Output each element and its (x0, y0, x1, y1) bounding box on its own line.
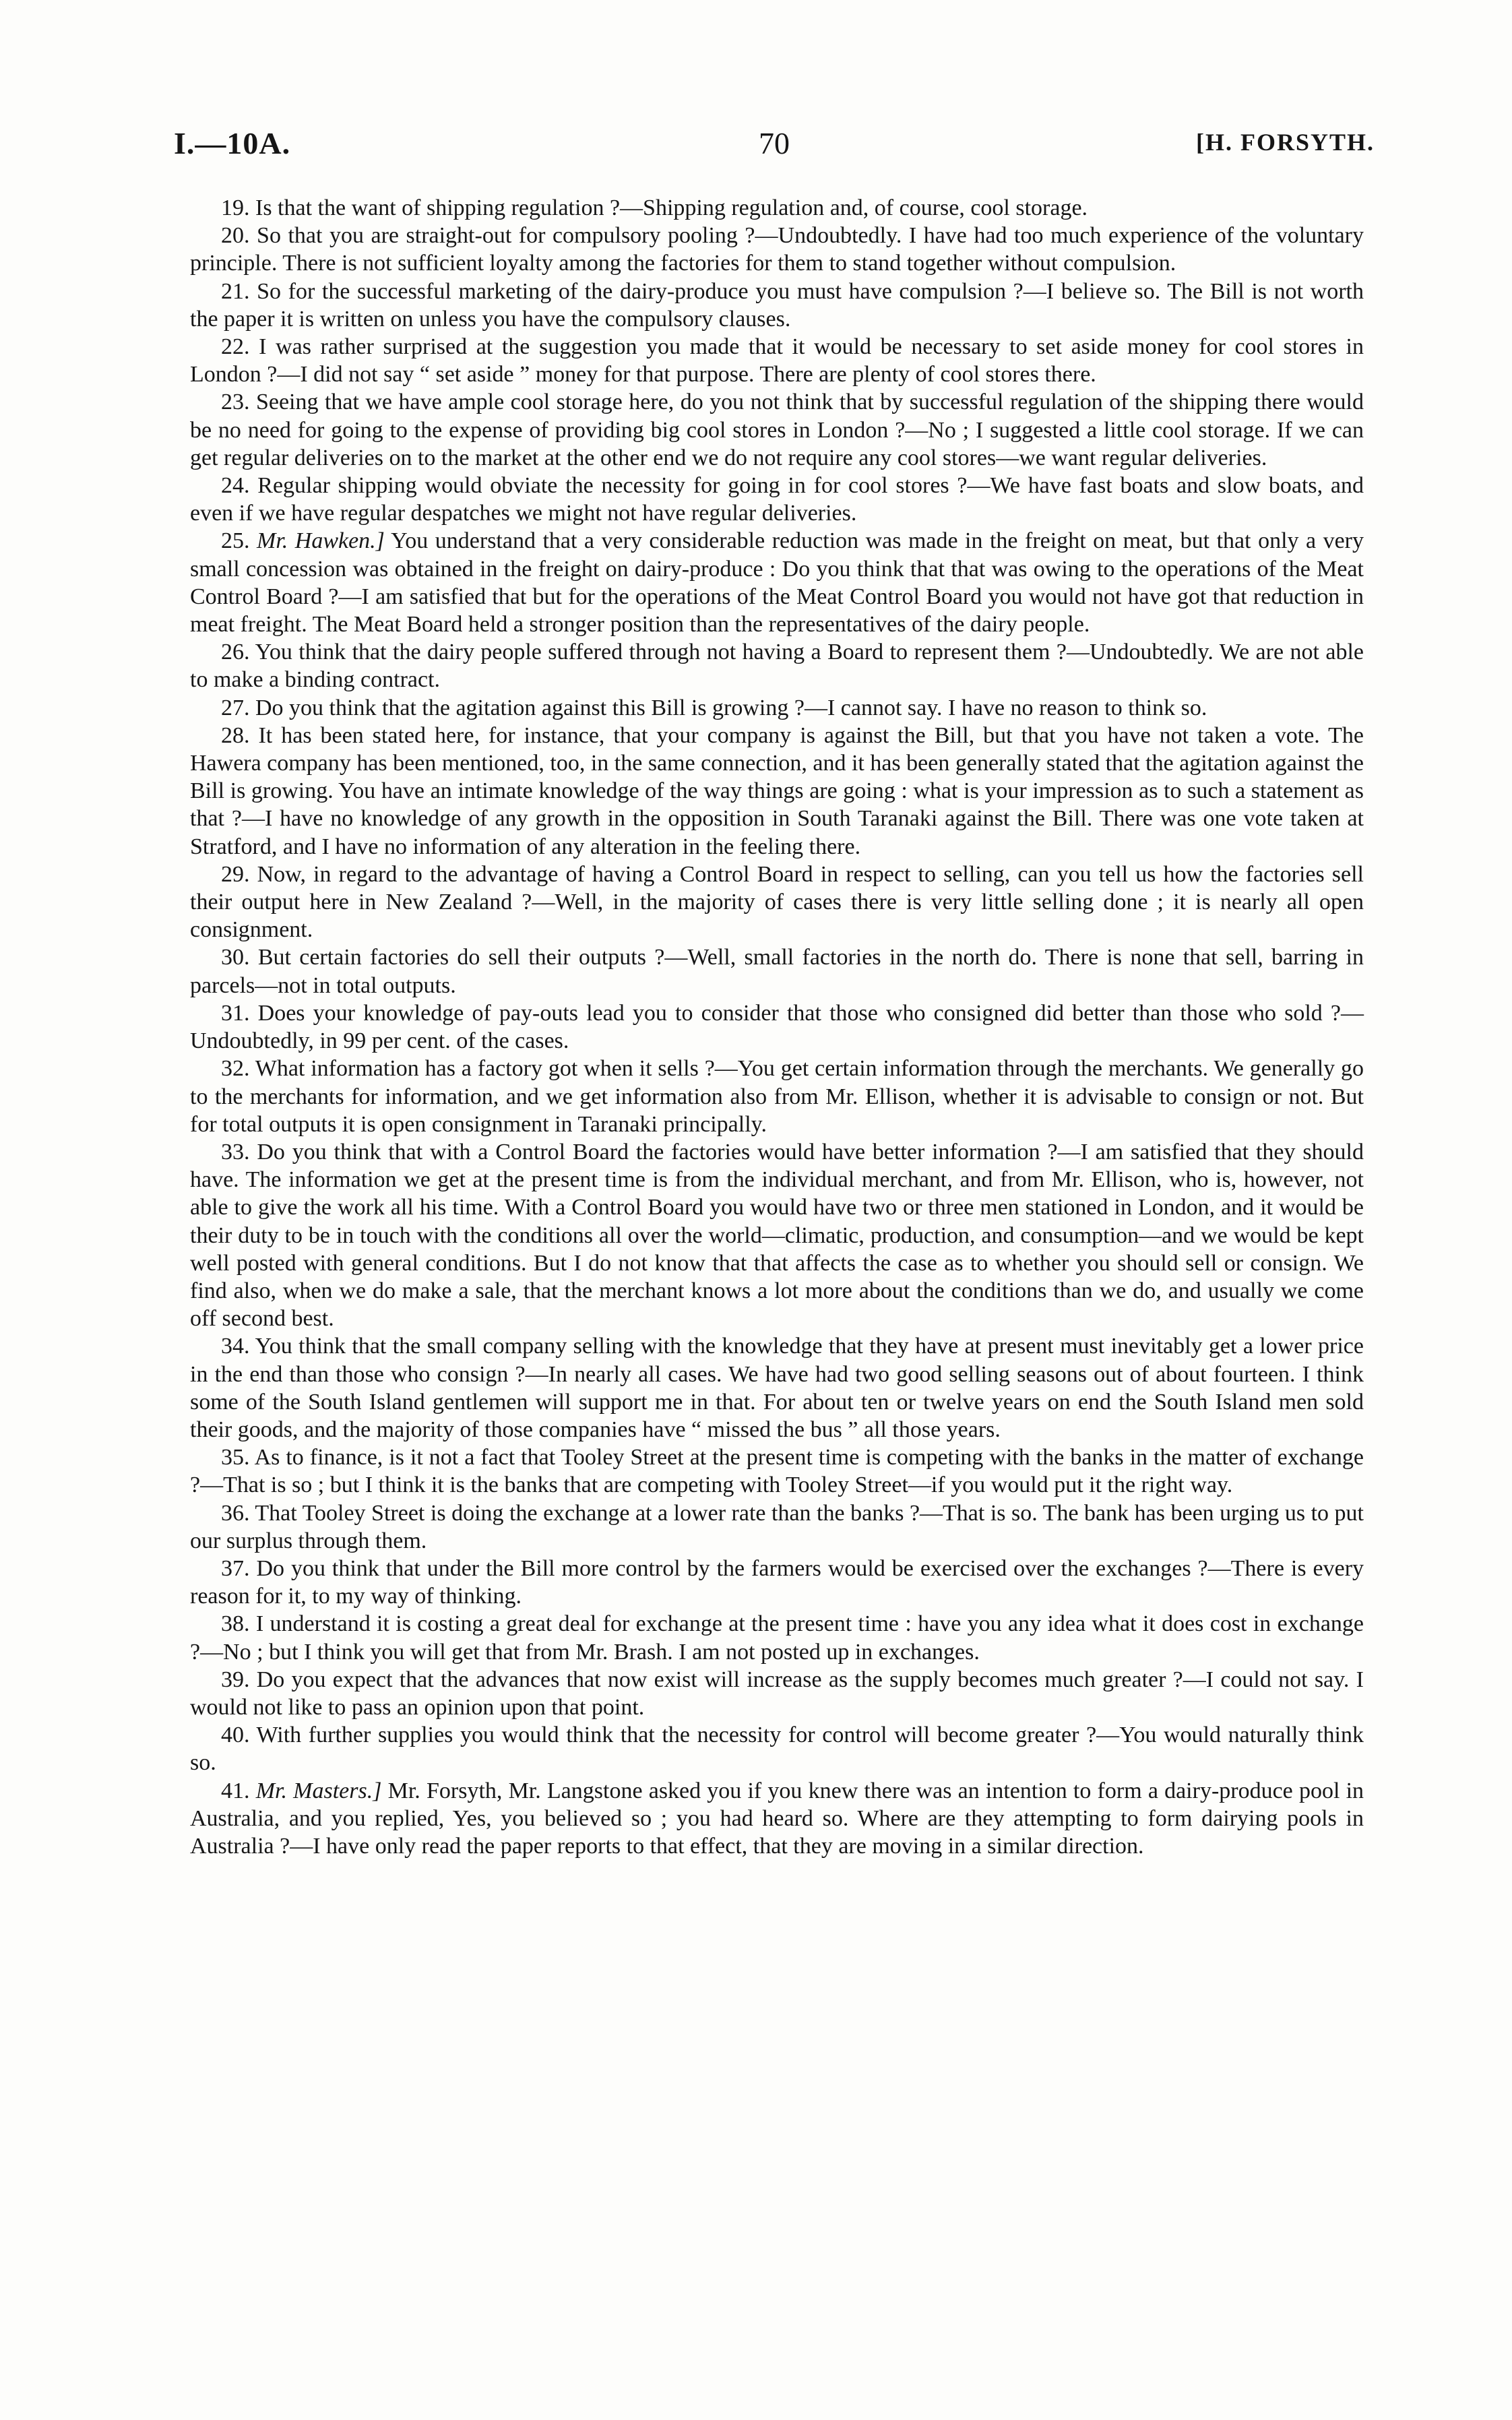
question-number: 22. (221, 334, 250, 360)
question-answer-paragraph (190, 999, 1364, 1055)
paper-reference: I.—10A. (174, 126, 291, 160)
paragraph-text: Do you think that the agitation against this Bill is growing ?—I cannot say. I have no reason to think so. (255, 695, 1207, 720)
question-answer-paragraph (190, 1332, 1364, 1444)
paragraph-text: It has been stated here, for instance, that your company is against the Bill, but that you have not taken a vote. The Hawera company has been mentioned, too, in the same connection, and it has been generally stated that the agitation against the Bill is growing. You have an intimate knowledge of the way things are going : what is your impression as to such a statement as that ?—I have no knowledge of any growth in the opposition in South Taranaki against the Bill. There was one vote taken at Stratford, and I have no information of any alteration in the feeling there. (190, 722, 1364, 859)
question-number: 19. (221, 195, 250, 220)
question-number: 20. (221, 223, 250, 249)
paragraph-text: As to finance, is it not a fact that Tooley Street at the present time is competing with the banks in the matter of exchange ?—That is so ; but I think it is the banks that are competing with Tooley Street—if you would put it the right way. (190, 1445, 1364, 1498)
paragraph-text: Is that the want of shipping regulation ?—Shipping regulation and, of course, cool storage. (255, 195, 1088, 220)
paragraph-text: Regular shipping would obviate the necessity for going in for cool stores ?—We have fast boats and slow boats, and even if we have regular despatches we might not have regular deliveries. (190, 473, 1364, 526)
paragraph-text: Now, in regard to the advantage of having a Control Board in respect to selling, can you tell us how the factories sell their output here in New Zealand ?—Well, in the majority of cases there is very little selling done ; it is nearly all open consignment. (190, 861, 1364, 943)
paragraph-text: Do you think that with a Control Board the factories would have better information ?—I am satisfied that they should have. The information we get at the present time is from the individual merchant, and from Mr. Ellison, who is, however, not able to give the work all his time. With a Control Board you would have two or three men stationed in London, and it would be their duty to be in touch with the conditions all over the world—climatic, production, and consumption—and we would be kept well posted with general conditions. But I do not know that that affects the case as to whether you should sell or consign. We find also, when we do make a sale, that the merchant knows a lot more about the conditions than we do, and usually we come off second best. (190, 1139, 1364, 1332)
speaker-name: Mr. Hawken.] (257, 528, 385, 554)
page-header (174, 125, 1375, 166)
paragraph-text: That Tooley Street is doing the exchange at a lower rate than the banks ?—That is so. The bank has been urging us to put our surplus through them. (190, 1500, 1364, 1553)
question-number: 37. (221, 1555, 250, 1581)
minutes-of-evidence (190, 194, 1364, 1860)
question-answer-paragraph (190, 472, 1364, 527)
question-number: 40. (221, 1723, 250, 1748)
paragraph-text: Does your knowledge of pay-outs lead you to consider that those who consigned did better than those who sold ?—Undoubtedly, in 99 per cent. of the cases. (190, 1000, 1364, 1054)
paragraph-text: But certain factories do sell their outputs ?—Well, small factories in the north do. There is none that sell, barring in parcels—not in total outputs. (190, 945, 1364, 998)
question-number: 25. (221, 528, 250, 554)
paragraph-text: With further supplies you would think that the necessity for control will become greater ?—You would naturally think so. (190, 1723, 1364, 1776)
question-number: 26. (221, 640, 250, 665)
question-number: 23. (221, 390, 250, 415)
question-answer-paragraph (190, 278, 1364, 333)
paragraph-text: Seeing that we have ample cool storage here, do you not think that by successful regulation of the shipping there would be no need for going to the expense of providing big cool stores in London ?—No ; I suggested a little cool storage. If we can get regular deliveries on to the market at the other end we do not require any cool stores—we want regular deliveries. (190, 390, 1364, 470)
paragraph-text: I understand it is costing a great deal for exchange at the present time : have you any idea what it does cost in exchange ?—No ; but I think you will get that from Mr. Brash. I am not posted up in exchanges. (190, 1611, 1364, 1665)
paragraph-text: So for the successful marketing of the dairy-produce you must have compulsion ?—I believe so. The Bill is not worth the paper it is written on unless you have the compulsory clauses. (190, 278, 1364, 332)
paragraph-text: You understand that a very considerable reduction was made in the freight on meat, but that only a very small concession was obtained in the freight on dairy-produce : Do you think that that was owing to the operations of the Meat Control Board ?—I am satisfied that but for the operations of the Meat Control Board you would not have got that reduction in meat freight. The Meat Board held a stronger position than the representatives of the dairy people. (190, 528, 1364, 638)
paragraph-text: You think that the dairy people suffered through not having a Board to represent them ?—Undoubtedly. We are not able to make a binding contract. (190, 640, 1364, 693)
question-answer-paragraph (190, 388, 1364, 472)
paragraph-text: So that you are straight-out for compulsory pooling ?—Undoubtedly. I have had too much experience of the voluntary principle. There is not sufficient loyalty among the factories for them to stand together without compulsion. (190, 223, 1364, 276)
question-number: 41. (221, 1778, 250, 1803)
question-number: 34. (221, 1334, 250, 1359)
question-answer-paragraph (190, 1666, 1364, 1721)
witness-name: [H. FORSYTH. (1195, 129, 1375, 156)
question-number: 29. (221, 861, 250, 887)
question-answer-paragraph (190, 861, 1364, 944)
question-answer-paragraph (190, 1499, 1364, 1555)
question-answer-paragraph (190, 1055, 1364, 1138)
question-answer-paragraph (190, 527, 1364, 638)
question-answer-paragraph (190, 333, 1364, 388)
question-answer-paragraph (190, 1555, 1364, 1610)
paragraph-text: You think that the small company selling with the knowledge that they have at present must inevitably get a lower price in the end than those who consign ?—In nearly all cases. We have had two good selling seasons out of about fourteen. I think some of the South Island gentlemen will support me in that. For about ten or twelve years on end the South Island men sold their goods, and the majority of those companies have “ missed the bus ” all those years. (190, 1334, 1364, 1442)
paragraph-text: What information has a factory got when it sells ?—You get certain information through the merchants. We generally go to the merchants for information, and we get information also from Mr. Ellison, whether it is advisable to consign or not. But for total outputs it is open consignment in Taranaki principally. (190, 1056, 1364, 1137)
question-number: 36. (221, 1500, 250, 1526)
speaker-name: Mr. Masters.] (255, 1778, 382, 1803)
page-number: 70 (759, 126, 790, 160)
question-answer-paragraph (190, 1610, 1364, 1665)
question-number: 31. (221, 1000, 250, 1026)
question-number: 24. (221, 473, 250, 499)
question-answer-paragraph (190, 694, 1364, 722)
question-number: 27. (221, 695, 250, 720)
question-number: 38. (221, 1611, 250, 1637)
question-number: 33. (221, 1139, 250, 1165)
question-answer-paragraph (190, 1721, 1364, 1776)
paragraph-text: Do you expect that the advances that now exist will increase as the supply becomes much greater ?—I could not say. I would not like to pass an opinion upon that point. (190, 1667, 1364, 1720)
question-number: 28. (221, 722, 250, 748)
question-answer-paragraph (190, 222, 1364, 277)
question-answer-paragraph (190, 194, 1364, 222)
question-answer-paragraph (190, 943, 1364, 999)
question-number: 21. (221, 278, 250, 304)
question-answer-paragraph (190, 1138, 1364, 1332)
question-answer-paragraph (190, 638, 1364, 693)
paragraph-text: Do you think that under the Bill more control by the farmers would be exercised over the exchanges ?—There is every reason for it, to my way of thinking. (190, 1555, 1364, 1609)
paragraph-text: Mr. Forsyth, Mr. Langstone asked you if you knew there was an intention to form a dairy-produce pool in Australia, and you replied, Yes, you believed so ; you had heard so. Where are they attempting to form dairying pools in Australia ?—I have only read the paper reports to that effect, that they are moving in a similar direction. (190, 1778, 1364, 1859)
question-number: 30. (221, 945, 250, 970)
question-number: 39. (221, 1667, 250, 1692)
paragraph-text: I was rather surprised at the suggestion you made that it would be necessary to set aside money for cool stores in London ?—I did not say “ set aside ” money for that purpose. There are plenty of cool stores there. (190, 334, 1364, 387)
question-answer-paragraph (190, 722, 1364, 861)
question-answer-paragraph (190, 1777, 1364, 1861)
question-answer-paragraph (190, 1444, 1364, 1499)
question-number: 35. (221, 1445, 250, 1470)
question-number: 32. (221, 1056, 250, 1082)
